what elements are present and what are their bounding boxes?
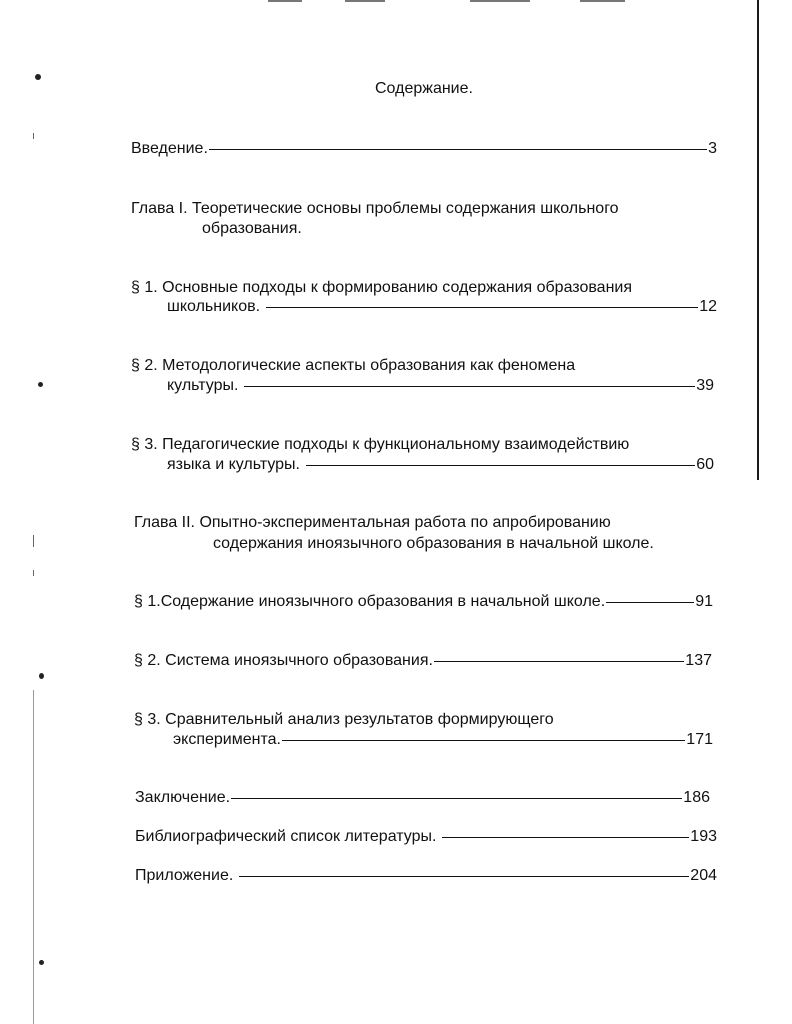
scan-top-mark bbox=[345, 0, 385, 2]
toc-entry-label: школьников. bbox=[167, 298, 261, 315]
toc-entry-conclusion bbox=[135, 788, 710, 808]
binder-hole-mark bbox=[38, 382, 43, 387]
scan-speck bbox=[33, 133, 34, 139]
toc-page-number: 91 bbox=[695, 593, 713, 610]
toc-entry-introduction bbox=[131, 139, 717, 159]
toc-entry-ch1-s2 bbox=[167, 376, 714, 396]
chapter-1-heading-line1: Глава I. Теоретические основы проблемы содержания школьного bbox=[131, 200, 619, 217]
chapter-2-heading-line2: содержания иноязычного образования в начальной школе. bbox=[213, 535, 654, 552]
leader-line bbox=[442, 837, 689, 838]
toc-entry-ch2-s3-line1: § 3. Сравнительный анализ результатов формирующего bbox=[134, 711, 554, 728]
toc-entry-label: культуры. bbox=[167, 377, 239, 394]
toc-entry-ch2-s2 bbox=[134, 651, 712, 671]
toc-entry-label: Заключение. bbox=[135, 789, 231, 806]
toc-entry-ch1-s3-line1: § 3. Педагогические подходы к функциональному взаимодействию bbox=[131, 436, 630, 453]
toc-entry-label: Библиографический список литературы. bbox=[135, 828, 437, 845]
leader-line bbox=[266, 307, 698, 308]
leader-line bbox=[282, 740, 685, 741]
toc-entry-ch1-s1 bbox=[167, 297, 717, 317]
leader-line bbox=[231, 798, 682, 799]
scan-top-mark bbox=[580, 0, 625, 2]
toc-entry-appendix bbox=[135, 866, 717, 886]
leader-line bbox=[306, 465, 695, 466]
toc-page-number: 204 bbox=[690, 867, 717, 884]
toc-entry-label: § 2. Система иноязычного образования. bbox=[134, 652, 433, 669]
scan-edge-right bbox=[757, 0, 759, 480]
toc-entry-bibliography bbox=[135, 827, 717, 847]
toc-page-number: 60 bbox=[696, 456, 714, 473]
scan-speck bbox=[33, 570, 34, 576]
toc-page-number: 186 bbox=[683, 789, 710, 806]
toc-entry-ch1-s1-line1: § 1. Основные подходы к формированию содержания образования bbox=[131, 279, 632, 296]
toc-entry-label: языка и культуры. bbox=[167, 456, 300, 473]
leader-line bbox=[209, 149, 707, 150]
toc-page-number: 3 bbox=[708, 140, 717, 157]
scan-speck bbox=[33, 535, 34, 547]
leader-line bbox=[239, 876, 689, 877]
toc-entry-label: Приложение. bbox=[135, 867, 234, 884]
toc-page-number: 193 bbox=[690, 828, 717, 845]
leader-line bbox=[434, 661, 684, 662]
toc-entry-label: эксперимента. bbox=[173, 731, 281, 748]
toc-entry-ch2-s3 bbox=[173, 730, 713, 750]
binder-hole-mark bbox=[35, 74, 41, 80]
binder-hole-mark bbox=[39, 673, 44, 679]
toc-entry-ch1-s3 bbox=[167, 455, 714, 475]
leader-line bbox=[606, 602, 694, 603]
toc-page-number: 137 bbox=[685, 652, 712, 669]
scan-top-mark bbox=[470, 0, 530, 2]
toc-entry-ch2-s1 bbox=[134, 592, 713, 612]
toc-page-number: 39 bbox=[696, 377, 714, 394]
chapter-2-heading-line1: Глава II. Опытно-экспериментальная работа по апробированию bbox=[134, 514, 611, 531]
page-title: Содержание. bbox=[375, 80, 473, 97]
scan-edge-left bbox=[33, 690, 34, 1024]
binder-hole-mark bbox=[39, 960, 44, 965]
scan-top-mark bbox=[268, 0, 302, 2]
toc-entry-label: § 1.Содержание иноязычного образования в начальной школе. bbox=[134, 593, 606, 610]
chapter-1-heading-line2: образования. bbox=[202, 220, 302, 237]
toc-entry-label: Введение. bbox=[131, 140, 208, 157]
toc-entry-ch1-s2-line1: § 2. Методологические аспекты образования как феномена bbox=[131, 357, 576, 374]
leader-line bbox=[244, 386, 695, 387]
toc-page-number: 171 bbox=[686, 731, 713, 748]
toc-page-number: 12 bbox=[699, 298, 717, 315]
